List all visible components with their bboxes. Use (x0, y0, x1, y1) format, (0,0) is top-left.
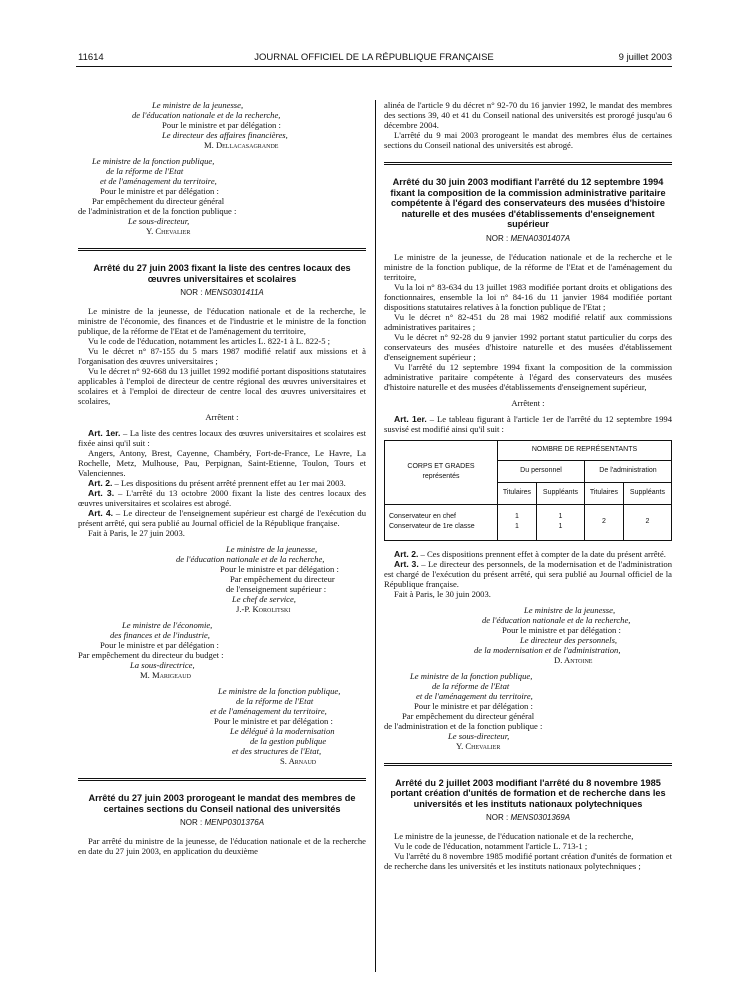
article: Art. 2. – Les dispositions du présent arrêté prennent effet au 1er mai 2003. (88, 478, 346, 488)
signature-block (78, 100, 366, 150)
grade-cell: Conservateur en chef Conservateur de 1re classe (385, 504, 498, 540)
corps-header: CORPS ET GRADES représentés (385, 440, 498, 504)
article: Art. 4. – Le directeur de l'enseignement supérieur est chargé de l'exécution du présent arrêté, qui sera publié au Journal officiel de la République française. (78, 508, 367, 528)
sig-line: et de l'aménagement du territoire, (416, 690, 533, 701)
sig-line: La sous-directrice, (130, 660, 195, 670)
header-rule (76, 66, 672, 67)
sig-line: Le ministre de la fonction publique, (410, 670, 533, 681)
sig-line: Le sous-directeur, (128, 216, 190, 226)
nor-reference: NOR : MENA0301407A (485, 233, 571, 243)
paragraph: Vu le décret n° 92-668 du 13 juillet 1992 modifié portant dispositions statutaires applicables à l'emploi de directeur de centre régional des œuvres universitaires et scolaires et à l'emploi de directeur de centre local des œuvres universitaires et scolaires, (78, 366, 366, 406)
done-at: Fait à Paris, le 27 juin 2003. (88, 528, 185, 538)
right-column (384, 100, 672, 871)
page-number: 11614 (78, 52, 104, 63)
titulaires-header: Titulaires (584, 482, 623, 504)
signatory-name: Y. Chevalier (456, 740, 501, 751)
sig-line: Le ministre de la jeunesse, (152, 100, 244, 110)
section-rule (384, 162, 672, 163)
sig-line: Le ministre de la fonction publique, (218, 686, 341, 696)
article: Art. 1er. – Le tableau figurant à l'article 1er de l'arrêté du 12 septembre 1994 susvisé est modifié ainsi qu'il suit : (384, 413, 672, 434)
sig-line: de la gestion publique (250, 736, 327, 746)
paragraph: Vu le décret n° 87-155 du 5 mars 1987 modifié relatif aux missions et à l'organisation des œuvres universitaires ; (78, 346, 366, 366)
paragraph: Vu le code de l'éducation, notamment l'article L. 713-1 ; (394, 841, 588, 851)
titulaires-header: Titulaires (498, 482, 537, 504)
article: Art. 2. – Ces dispositions prennent effet à compter de la date du présent arrêté. (394, 548, 666, 559)
sig-line: de la réforme de l'Etat (236, 696, 314, 706)
journal-title: JOURNAL OFFICIEL DE LA RÉPUBLIQUE FRANÇAISE (254, 52, 494, 63)
sig-line: Pour le ministre et par délégation : (100, 640, 219, 650)
signatory-name: M. Dellacasagrande (204, 140, 279, 150)
signatory-name: J.-P. Korolitski (236, 604, 291, 614)
representatives-table (384, 440, 672, 541)
section-rule (78, 250, 366, 251)
paragraph: Vu le code de l'éducation, notamment les articles L. 822-1 à L. 822-5 ; (88, 336, 331, 346)
section-rule (78, 778, 366, 779)
sig-line: Le ministre de la jeunesse, (226, 544, 318, 554)
sig-line: Pour le ministre et par délégation : (502, 624, 621, 635)
sig-line: Le ministre de la jeunesse, (524, 604, 616, 615)
paragraph: Le ministre de la jeunesse, de l'éducation nationale et de la recherche et le ministre de la fonction publique, de la réforme de l'Etat et de l'aménagement du territoire, (384, 251, 672, 282)
sig-line: de l'éducation nationale et de la recherche, (482, 614, 631, 625)
count-cell: 1 1 (498, 504, 537, 540)
sig-line: de l'enseignement supérieur : (226, 584, 327, 594)
nor-reference: NOR : MENS0301369A (485, 813, 571, 822)
arrete-title: Arrêté du 30 juin 2003 modifiant l'arrêté du 12 septembre 1994 fixant la composition de la commission administrative paritaire compétente à l'égard des conservateurs des musées d'histoire naturelle et des musées d'établissements d'enseignement supérieur (390, 177, 666, 229)
article: Art. 1er. – La liste des centres locaux des œuvres universitaires et scolaires est fixée ainsi qu'il suit : (78, 428, 367, 448)
section-rule (384, 765, 672, 766)
sig-line: de la réforme de l'Etat (106, 166, 184, 176)
sig-line: Par empêchement du directeur général (402, 710, 535, 721)
sig-line: de l'éducation nationale et de la recherche, (176, 554, 325, 564)
article: Art. 3. – L'arrêté du 13 octobre 2000 fixant la liste des centres locaux des œuvres universitaires et scolaires est abrogé. (78, 488, 366, 508)
left-column (78, 100, 366, 856)
paragraph: alinéa de l'article 9 du décret n° 92-70 du 16 janvier 1992, le mandat des membres des sections 39, 40 et 41 du Conseil national des universités est prorogé jusqu'au 6 décembre 2004. (384, 100, 672, 130)
paragraph: L'arrêté du 9 mai 2003 prorogeant le mandat des membres élus de certaines sections du Conseil national des universités est abrogé. (384, 130, 672, 150)
administration-header: De l'administration (584, 460, 671, 482)
sig-line: Par empêchement du directeur général (92, 196, 225, 206)
city-list: Angers, Antony, Brest, Cayenne, Chambéry, Fort-de-France, Le Havre, La Rochelle, Metz, Mulhouse, Pau, Perpignan, Saint-Etienne, Toulon, Tours et Valenciennes. (78, 448, 366, 478)
sig-line: Le délégué à la modernisation (230, 726, 335, 736)
signature-block (78, 544, 366, 614)
article: Art. 3. – Le directeur des personnels, de la modernisation et de l'administration est chargé de l'exécution du présent arrêté, qui sera publié au Journal officiel de la République française. (384, 558, 673, 589)
paragraph: Vu la loi n° 83-634 du 13 juillet 1983 modifiée portant droits et obligations des fonctionnaires, ensemble la loi n° 84-16 du 11 janvier 1984 modifiée portant dispositions statutaires relatives à la fonction publique de l'Etat ; (384, 281, 672, 312)
arretent-label: Arrêtent : (205, 412, 239, 422)
sig-line: Par empêchement du directeur (230, 574, 335, 584)
count-cell: 1 1 (536, 504, 584, 540)
paragraph: Vu le décret n° 92-28 du 9 janvier 1992 portant statut particulier du corps des conservateurs des musées d'histoire naturelle et des musées d'établissement d'enseignement supérieur ; (384, 331, 672, 362)
sig-line: des finances et de l'industrie, (110, 630, 210, 640)
column-separator (375, 100, 376, 972)
suppleants-header: Suppléants (536, 482, 584, 504)
signatory-name: D. Antoine (554, 654, 593, 665)
section-rule (78, 248, 366, 249)
paragraph: Vu l'arrêté du 12 septembre 1994 fixant la composition de la commission administrative paritaire compétente à l'égard des conservateurs des musées d'histoire naturelle et des musées d'établissements d'enseignement supérieur, (384, 361, 672, 392)
nor-reference: NOR : MENS0301411A (180, 288, 264, 297)
signature-block (78, 686, 366, 766)
count-cell: 2 (584, 504, 623, 540)
arrete-title: Arrêté du 27 juin 2003 fixant la liste des centres locaux des œuvres universitaires et scolaires (93, 263, 351, 284)
arretent-label: Arrêtent : (511, 397, 545, 408)
sig-line: de la modernisation et de l'administration, (474, 644, 621, 655)
arrete-title: Arrêté du 2 juillet 2003 modifiant l'arrêté du 8 novembre 1985 portant création d'unités de formation et de recherche dans les universités et les instituts nationaux polytechniques (390, 777, 666, 809)
sig-line: et des structures de l'Etat, (232, 746, 322, 756)
sig-line: Le directeur des personnels, (520, 634, 618, 645)
sig-line: Le directeur des affaires financières, (162, 130, 288, 140)
signatory-name: Y. Chevalier (146, 226, 191, 236)
issue-date: 9 juillet 2003 (618, 52, 672, 63)
sig-line: Le ministre de l'économie, (122, 620, 213, 630)
signatory-name: S. Arnaud (280, 756, 317, 766)
sig-line: Le chef de service, (232, 594, 296, 604)
signature-block (78, 620, 366, 680)
signatory-name: M. Marigeaud (140, 670, 191, 680)
signature-block (384, 671, 672, 751)
paragraph: Le ministre de la jeunesse, de l'éducation nationale et de la recherche, le ministre de l'économie, des finances et de l'industrie et le ministre de la fonction publique, de la réforme de l'Etat et de l'aménagement du territoire, (78, 306, 366, 336)
signature-block (384, 605, 672, 665)
sig-line: de l'administration et de la fonction publique : (78, 206, 237, 216)
signature-block (78, 156, 366, 236)
count-cell: 2 (623, 504, 671, 540)
page-header (0, 0, 748, 70)
arrete-title: Arrêté du 27 juin 2003 prorogeant le mandat des membres de certaines sections du Conseil national des universités (88, 793, 356, 814)
sig-line: et de l'aménagement du territoire, (100, 176, 217, 186)
paragraph: Par arrêté du ministre de la jeunesse, de l'éducation nationale et de la recherche en date du 27 juin 2003, en application du deuxième (78, 836, 366, 856)
paragraph: Vu l'arrêté du 8 novembre 1985 modifié portant création d'unités de formation et de recherche dans les universités et les instituts nationaux polytechniques ; (384, 851, 672, 871)
section-rule (384, 164, 672, 165)
sig-line: de la réforme de l'Etat (432, 680, 510, 691)
personnel-header: Du personnel (498, 460, 585, 482)
sig-line: Pour le ministre et par délégation : (162, 120, 281, 130)
nor-reference: NOR : MENP0301376A (179, 818, 265, 827)
sig-line: Pour le ministre et par délégation : (214, 716, 333, 726)
sig-line: Le sous-directeur, (448, 730, 510, 741)
sig-line: Pour le ministre et par délégation : (414, 700, 533, 711)
section-rule (384, 763, 672, 764)
sig-line: et de l'aménagement du territoire, (210, 706, 327, 716)
sig-line: Pour le ministre et par délégation : (220, 564, 339, 574)
paragraph: Vu le décret n° 82-451 du 28 mai 1982 modifié relatif aux commissions administratives paritaires ; (384, 311, 672, 332)
sig-line: Pour le ministre et par délégation : (100, 186, 219, 196)
sig-line: de l'administration et de la fonction publique : (384, 720, 543, 731)
section-rule (78, 780, 366, 781)
sig-line: Par empêchement du directeur du budget : (78, 650, 224, 660)
nombre-header: NOMBRE DE REPRÉSENTANTS (498, 440, 672, 460)
paragraph: Le ministre de la jeunesse, de l'éducation nationale et de la recherche, (394, 831, 634, 841)
done-at: Fait à Paris, le 30 juin 2003. (394, 588, 491, 599)
sig-line: de l'éducation nationale et de la recherche, (132, 110, 281, 120)
suppleants-header: Suppléants (623, 482, 671, 504)
sig-line: Le ministre de la fonction publique, (92, 156, 215, 166)
